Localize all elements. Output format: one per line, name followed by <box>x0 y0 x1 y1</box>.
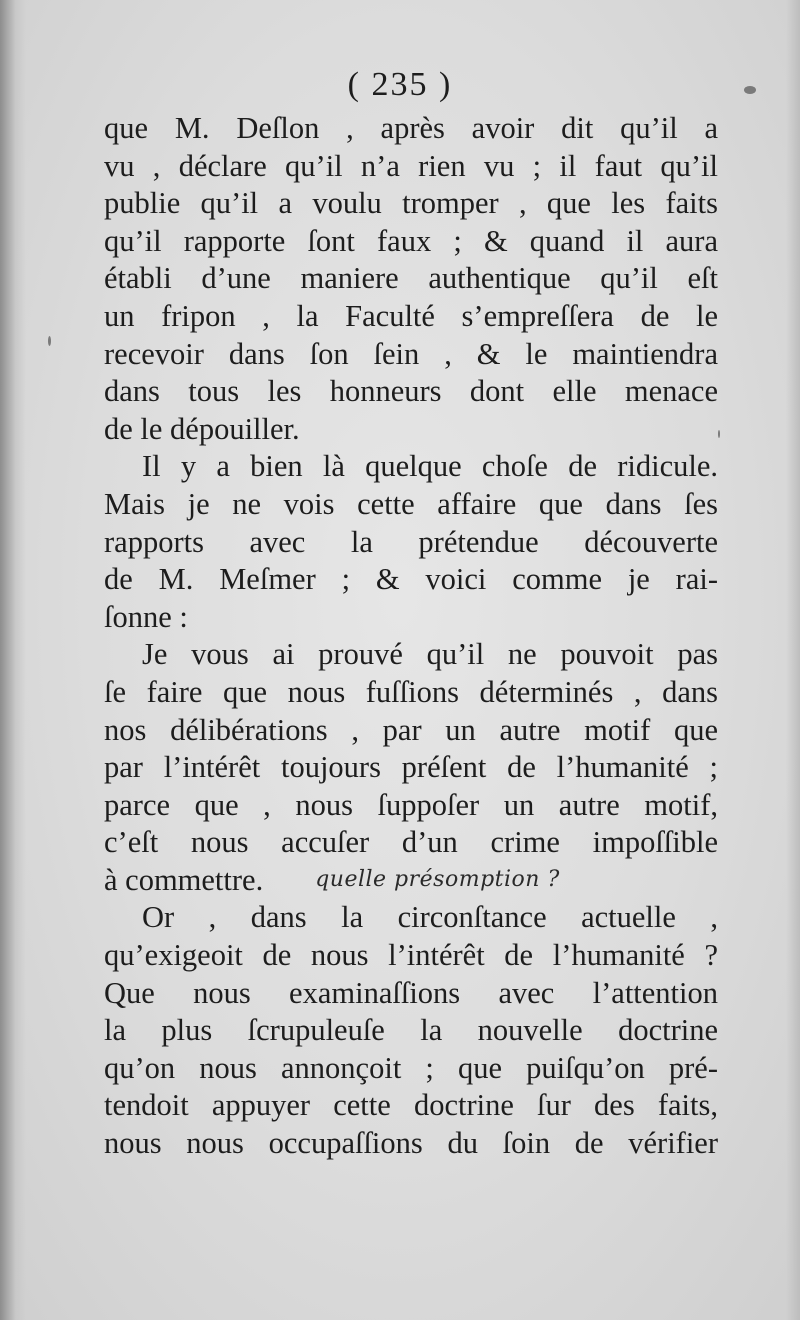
text-line: la plus ſcrupuleuſe la nouvelle doctrine <box>104 1013 718 1048</box>
text-line: Il y a bien là quelque choſe de ridicule. <box>142 449 718 484</box>
paper-speck <box>48 336 51 346</box>
text-line: que M. Deſlon , après avoir dit qu’il a <box>104 111 718 145</box>
text-line-with-annotation <box>104 862 718 900</box>
paper-speck <box>718 430 720 438</box>
text-line: Que nous examinaſſions avec l’attention <box>104 975 718 1010</box>
text-line: ſe faire que nous fuſſions déterminés , dans <box>104 674 718 709</box>
text-line: qu’on nous annonçoit ; que puiſqu’on pré- <box>104 1050 718 1085</box>
gutter-shadow <box>0 0 26 1320</box>
text-line: de le dépouiller. <box>104 411 300 446</box>
text-line: rapports avec la prétendue découverte <box>104 524 718 559</box>
text-line: un fripon , la Faculté s’empreſſera de le <box>104 298 718 333</box>
text-line: à commettre. <box>104 862 264 897</box>
page-edge <box>786 0 800 1320</box>
text-line: par l’intérêt toujours préſent de l’humanité ; <box>104 750 718 785</box>
text-line: Je vous ai prouvé qu’il ne pouvoit pas <box>142 637 718 672</box>
page-number: ( 235 ) <box>347 66 453 103</box>
text-line: c’eſt nous accuſer d’un crime impoſſible <box>104 825 718 860</box>
text-line: établi d’une maniere authentique qu’il eſt <box>104 261 718 296</box>
handwritten-annotation: quelle présomption ? <box>315 866 560 892</box>
text-line: nos délibérations , par un autre motif que <box>104 712 718 747</box>
text-line: Or , dans la circonſtance actuelle , <box>142 900 718 935</box>
text-line: qu’exigeoit de nous l’intérêt de l’humanité ? <box>104 938 718 973</box>
text-line: recevoir dans ſon ſein , & le maintiendra <box>104 336 718 371</box>
text-line: de M. Meſmer ; & voici comme je rai- <box>104 562 718 597</box>
text-line: ſonne : <box>104 599 188 634</box>
body-text <box>104 110 718 1163</box>
text-line: Mais je ne vois cette affaire que dans ſes <box>104 486 718 521</box>
text-line: vu , déclare qu’il n’a rien vu ; il faut qu’il <box>104 148 718 183</box>
text-line: publie qu’il a voulu tromper , que les faits <box>104 186 718 221</box>
text-line: tendoit appuyer cette doctrine ſur des faits, <box>104 1088 718 1123</box>
text-line: nous nous occupaſſions du ſoin de vérifier <box>104 1126 718 1161</box>
text-line: parce que , nous ſuppoſer un autre motif, <box>104 787 718 822</box>
text-line: dans tous les honneurs dont elle menace <box>104 374 718 409</box>
text-line: qu’il rapporte ſont faux ; & quand il aura <box>104 223 718 258</box>
